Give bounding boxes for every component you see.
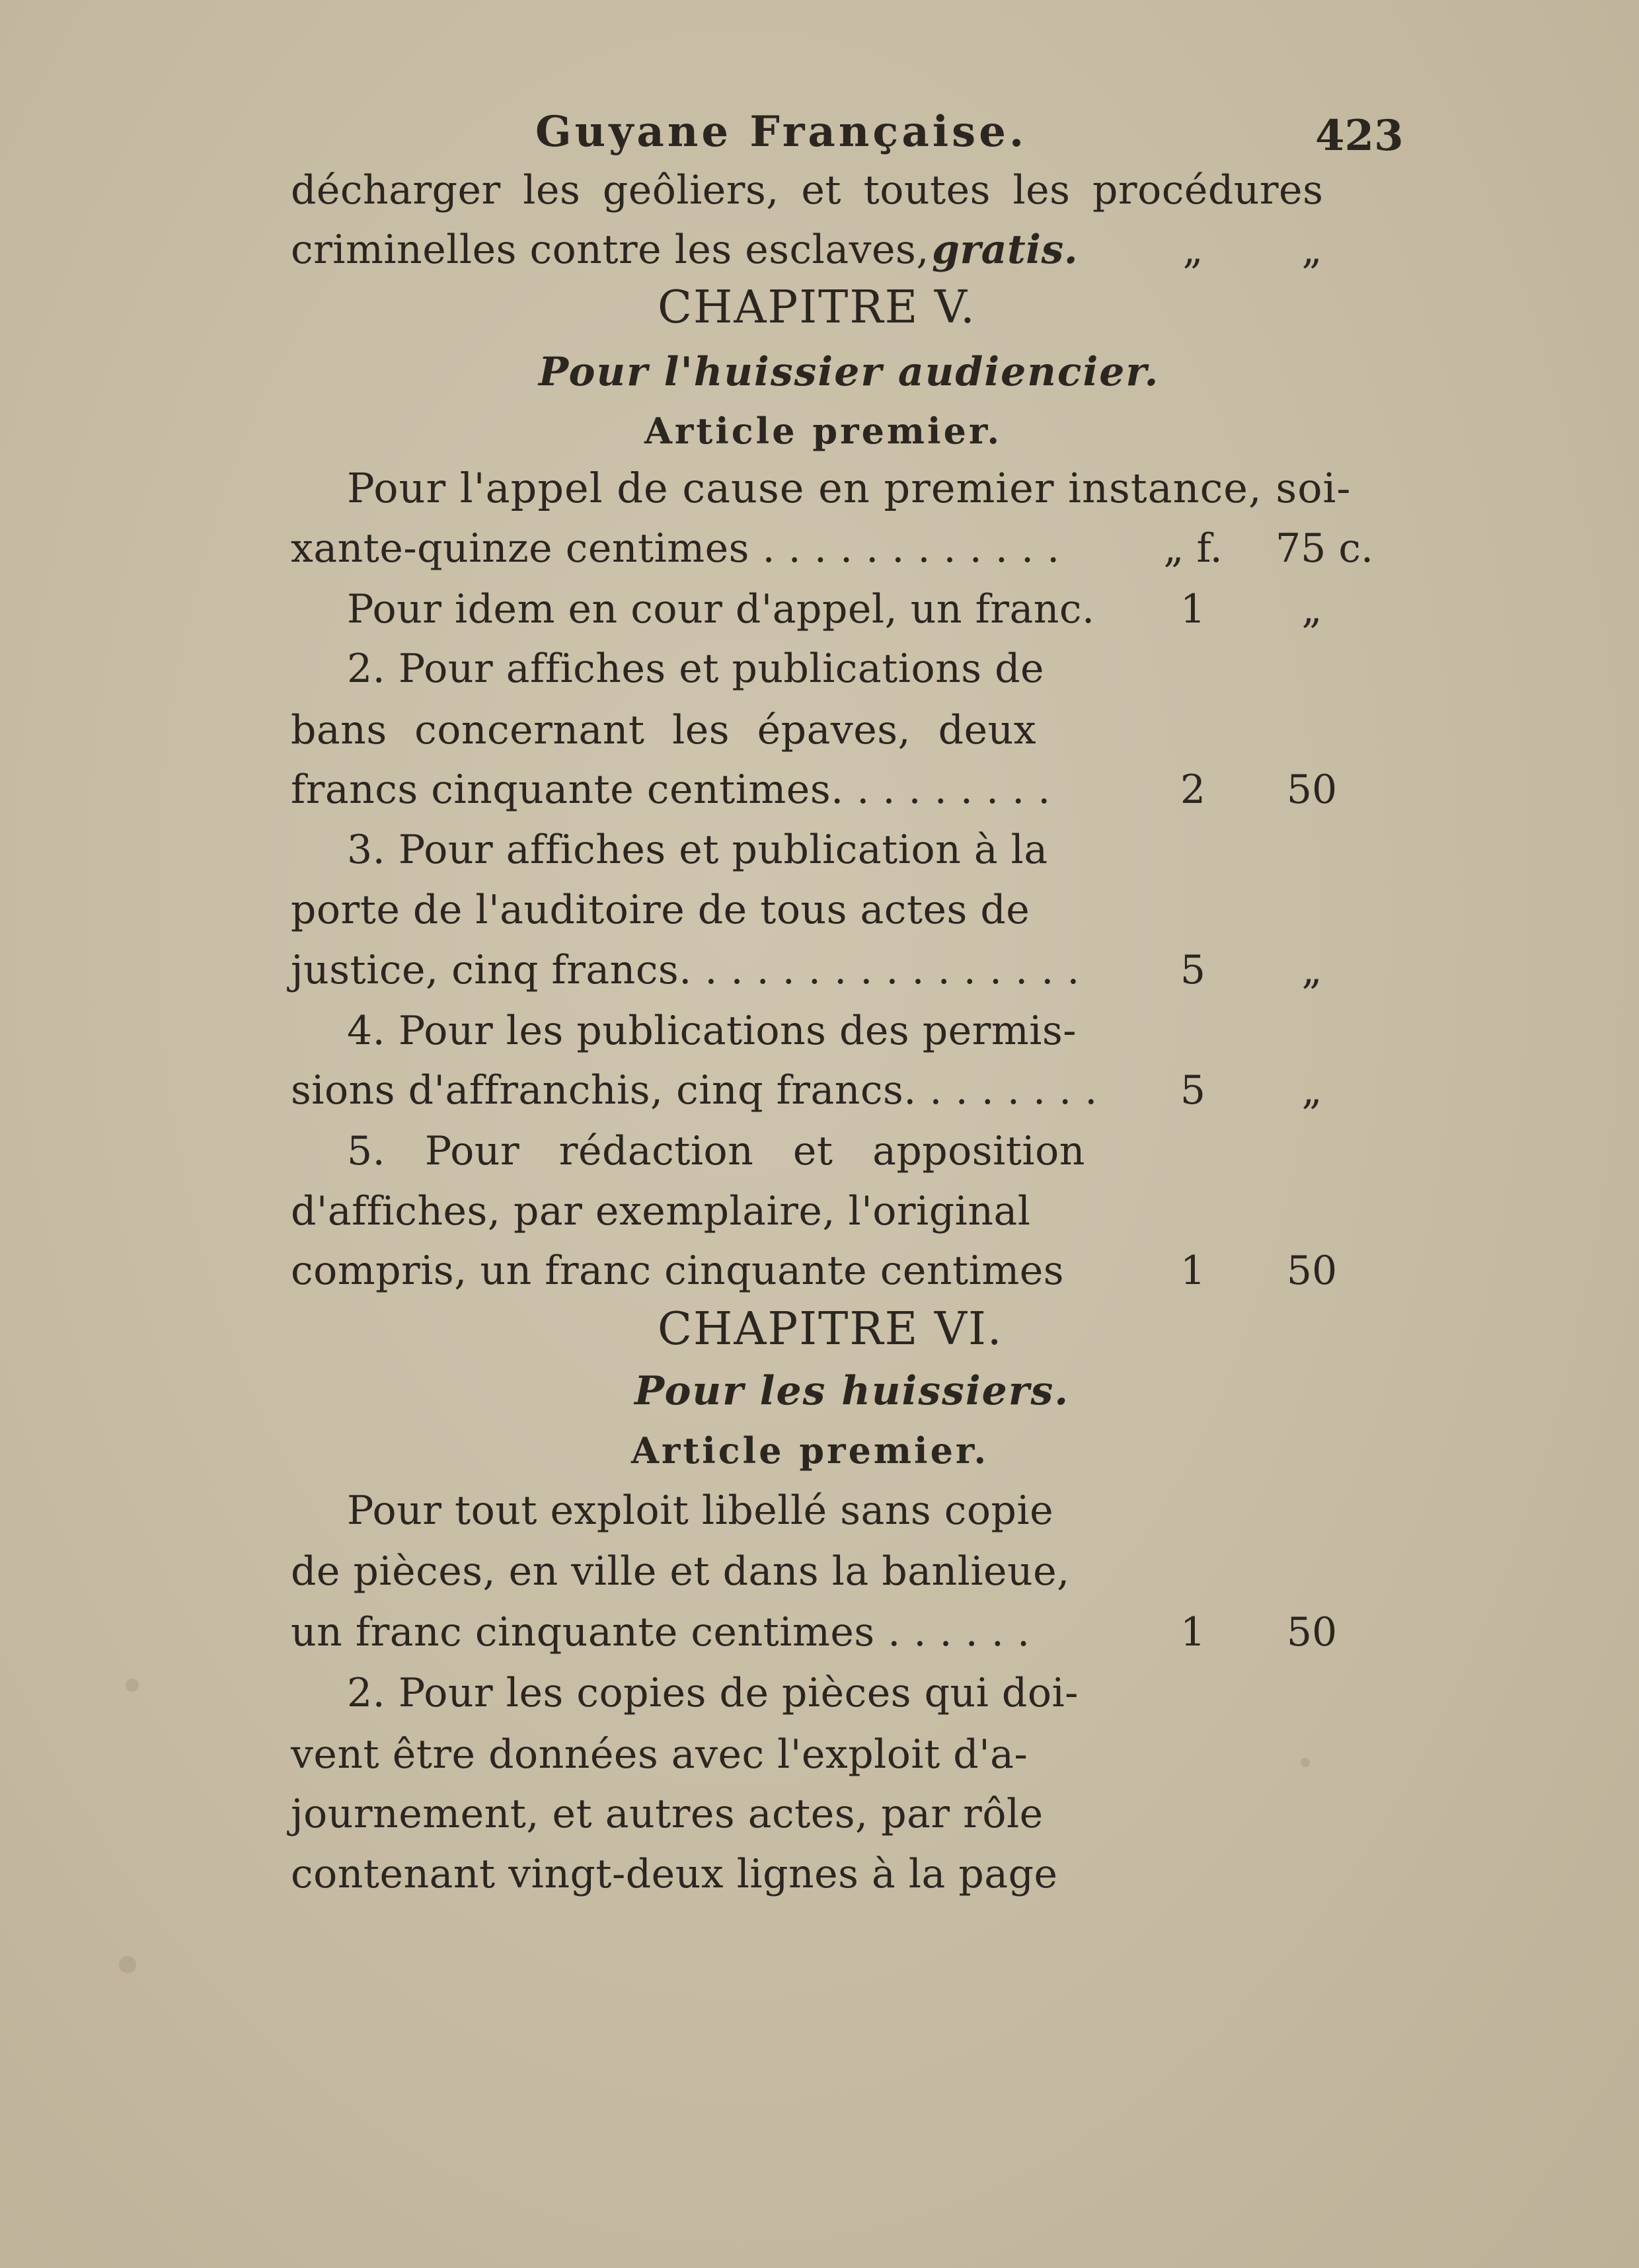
text-line: 4. Pour les publications des permis- — [347, 1008, 1077, 1054]
running-title: Guyane Française. — [535, 107, 1028, 157]
amount-centimes: „ — [1301, 947, 1322, 993]
paper-foxing — [126, 1679, 139, 1692]
text-line: sions d'affranchis, cinq francs. . . . . . . . — [291, 1067, 1098, 1114]
amount-centimes: 50 — [1286, 1248, 1338, 1294]
text-line: Pour l'appel de cause en premier instance, soi- — [347, 464, 1352, 512]
text-line: contenant vingt-deux lignes à la page — [291, 1851, 1058, 1897]
text-line: xante-quinze centimes . . . . . . . . . . . . — [291, 525, 1060, 572]
amount-centimes: „ — [1301, 586, 1322, 632]
page-number: 423 — [1315, 111, 1404, 161]
text-line: 2. Pour affiches et publications de — [347, 646, 1045, 692]
chapter-title: CHAPITRE VI. — [658, 1303, 1003, 1355]
text-line: criminelles contre les esclaves, — [291, 227, 929, 273]
paper-foxing — [119, 1956, 136, 1973]
amount-francs: 1 — [1180, 1248, 1206, 1294]
paper-foxing — [1301, 1758, 1310, 1767]
amount-centimes: „ — [1301, 1067, 1322, 1114]
amount-francs: 1 — [1180, 586, 1206, 632]
chapter-title: CHAPITRE V. — [658, 282, 976, 334]
text-line: Pour idem en cour d'appel, un franc. — [347, 586, 1095, 632]
text-line: d'affiches, par exemplaire, l'original — [291, 1188, 1031, 1234]
chapter-subtitle: Pour les huissiers. — [634, 1368, 1070, 1414]
amount-centimes: 75 c. — [1276, 525, 1374, 572]
text-line-italic: gratis. — [932, 227, 1079, 273]
text-line: vent être données avec l'exploit d'a- — [291, 1731, 1028, 1778]
text-line: de pièces, en ville et dans la banlieue, — [291, 1548, 1070, 1595]
text-line: justice, cinq francs. . . . . . . . . . . . . . . . — [291, 947, 1080, 993]
text-line: compris, un franc cinquante centimes — [291, 1248, 1065, 1294]
text-line: porte de l'auditoire de tous actes de — [291, 887, 1030, 933]
article-heading: Article premier. — [644, 410, 1003, 452]
text-line: décharger les geôliers, et toutes les procédures — [291, 167, 1324, 213]
text-line: francs cinquante centimes. . . . . . . . . — [291, 767, 1051, 813]
article-heading: Article premier. — [631, 1429, 989, 1472]
amount-centimes: 50 — [1286, 767, 1338, 813]
amount-centimes: 50 — [1286, 1609, 1338, 1655]
text-line: 2. Pour les copies de pièces qui doi- — [347, 1670, 1079, 1716]
amount-francs: 2 — [1180, 767, 1206, 813]
text-line: 5. Pour rédaction et apposition — [347, 1128, 1085, 1174]
chapter-subtitle: Pour l'huissier audiencier. — [539, 349, 1160, 395]
text-line: Pour tout exploit libellé sans copie — [347, 1488, 1054, 1534]
text-line: 3. Pour affiches et publication à la — [347, 827, 1048, 873]
ditto-mark: „ — [1182, 227, 1203, 273]
ditto-mark: „ — [1301, 227, 1322, 273]
amount-francs: 1 — [1180, 1609, 1206, 1655]
amount-francs: 5 — [1180, 947, 1206, 993]
amount-francs: „ f. — [1163, 525, 1223, 572]
text-line: journement, et autres actes, par rôle — [291, 1791, 1044, 1837]
text-line: bans concernant les épaves, deux — [291, 707, 1037, 753]
text-line: un franc cinquante centimes . . . . . . — [291, 1609, 1030, 1655]
amount-francs: 5 — [1180, 1067, 1206, 1114]
